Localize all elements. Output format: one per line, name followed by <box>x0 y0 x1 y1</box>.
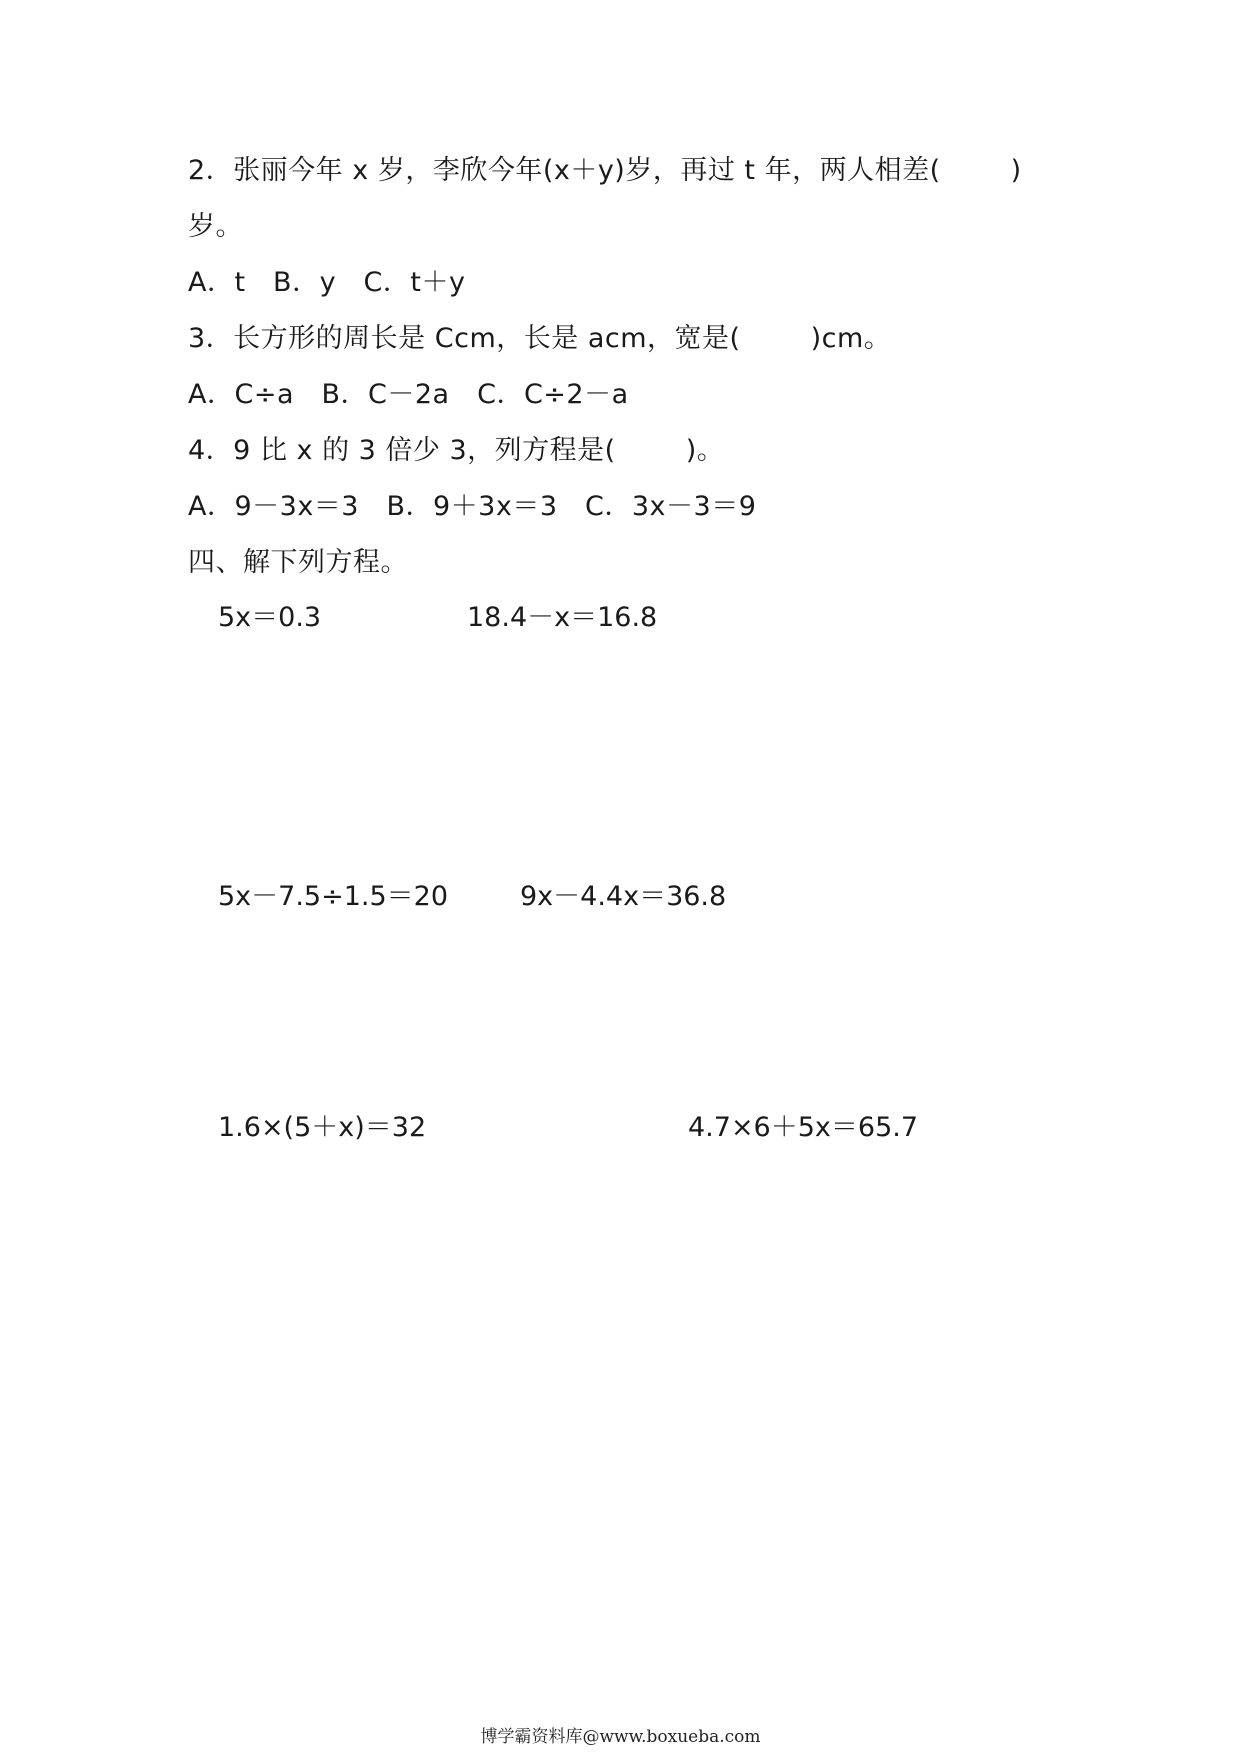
equation-3: 5x－7.5÷1.5＝20 <box>218 881 449 912</box>
question-2-text: 2．张丽今年 x 岁，李欣今年(x＋y)岁，再过 t 年，两人相差( <box>188 155 941 186</box>
equation-1: 5x＝0.3 <box>218 602 322 633</box>
question-2-stem <box>188 151 1022 191</box>
question-3-options: A．C÷a B．C－2a C．C÷2－a <box>188 379 629 410</box>
question-4-text-end: )。 <box>685 435 725 466</box>
equation-5: 1.6×(5＋x)＝32 <box>218 1112 427 1143</box>
question-2-stem-cont: 岁。 <box>188 211 243 242</box>
question-4-text: 4．9 比 x 的 3 倍少 3，列方程是( <box>188 435 616 466</box>
question-3-text-end: )cm。 <box>810 323 892 354</box>
section-4-heading: 四、解下列方程。 <box>188 547 408 578</box>
equation-2: 18.4－x＝16.8 <box>467 602 658 633</box>
question-2-options: A．t B．y C．t＋y <box>188 267 466 298</box>
question-2-text-end: ) <box>1010 155 1022 186</box>
question-3-stem <box>188 319 891 359</box>
question-4-stem <box>188 431 724 471</box>
question-3-text: 3．长方形的周长是 Ccm，长是 acm，宽是( <box>188 323 741 354</box>
footer-watermark: 博学霸资料库@www.boxueba.com <box>480 1727 761 1747</box>
equation-4: 9x－4.4x＝36.8 <box>520 881 727 912</box>
question-4-options: A．9－3x＝3 B．9＋3x＝3 C．3x－3＝9 <box>188 491 757 522</box>
equation-6: 4.7×6＋5x＝65.7 <box>688 1112 919 1143</box>
